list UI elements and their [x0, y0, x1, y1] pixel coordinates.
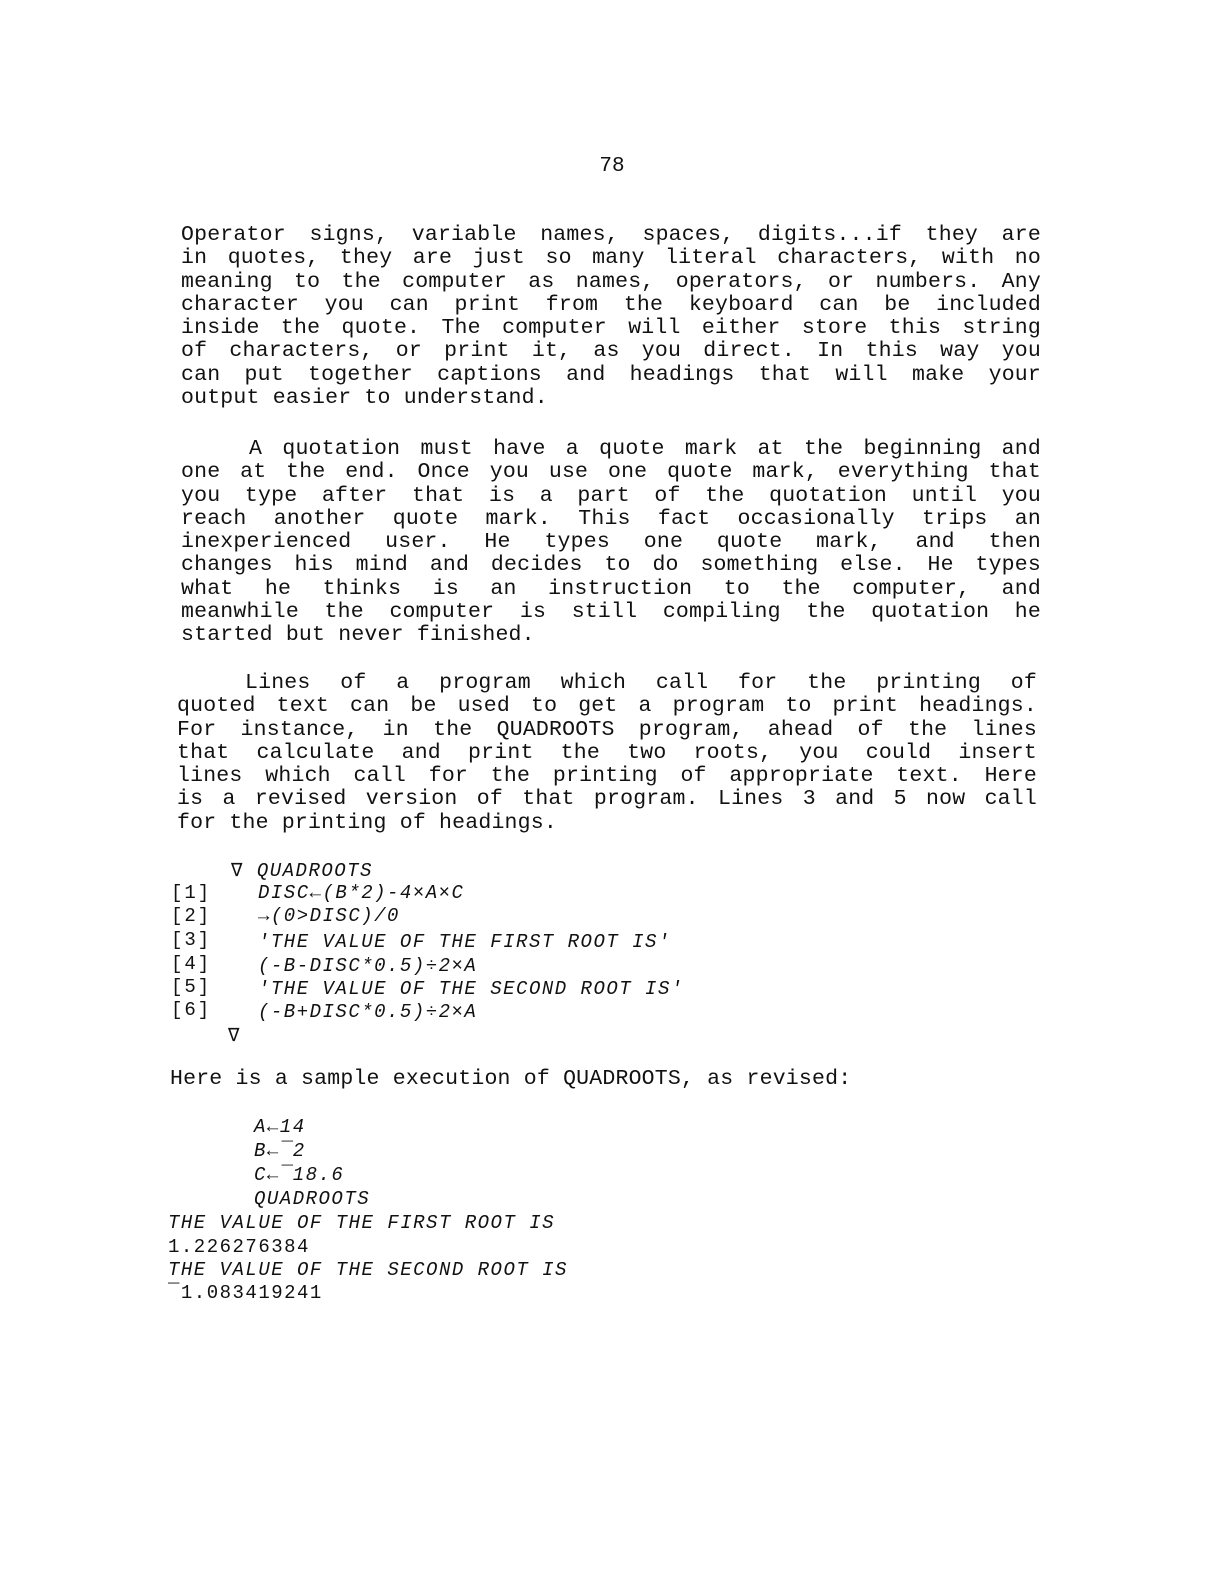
paragraph-line: For instance, in the QUADROOTS program, ahead of the lines — [177, 717, 1037, 742]
paragraph-line: quoted text can be used to get a program to print headings. — [177, 694, 1037, 719]
execution-output: THE VALUE OF THE SECOND ROOT IS — [168, 1259, 568, 1281]
line-number: [3] — [171, 929, 212, 951]
paragraph-line: output easier to understand. — [181, 386, 548, 411]
line-number: [4] — [171, 953, 212, 975]
paragraph-line: is a revised version of that program. Lines 3 and 5 now call — [177, 787, 1037, 812]
program-line: 'THE VALUE OF THE SECOND ROOT IS' — [258, 978, 684, 1000]
line-number: [1] — [171, 882, 212, 904]
paragraph-line: meaning to the computer as names, operators, or numbers. Any — [181, 269, 1041, 294]
paragraph-quotation-marks — [181, 438, 1041, 648]
program-line: →(0>DISC)/0 — [258, 905, 400, 927]
paragraph-line: inside the quote. The computer will either store this string — [181, 316, 1041, 341]
paragraph-line: Operator signs, variable names, spaces, digits...if they are — [181, 223, 1041, 247]
paragraph-printing-headings — [177, 672, 1037, 835]
line-number: [6] — [171, 999, 212, 1021]
paragraph-line: can put together captions and headings that will make your — [181, 362, 1041, 387]
line-number: [2] — [171, 905, 212, 927]
paragraph-line: one at the end. Once you use one quote mark, everything that — [181, 460, 1041, 485]
paragraph-strings-in-quotes — [181, 224, 1041, 410]
paragraph-line: of characters, or print it, as you direct. In this way you — [181, 339, 1041, 364]
paragraph-line: you type after that is a part of the quotation until you — [181, 483, 1041, 508]
paragraph-line: in quotes, they are just so many literal characters, with no — [181, 246, 1041, 271]
execution-input: C←¯18.6 — [254, 1164, 345, 1186]
program-footer: ∇ — [228, 1025, 241, 1047]
paragraph-line: reach another quote mark. This fact occasionally trips an — [181, 506, 1041, 531]
paragraph-line: A quotation must have a quote mark at the beginning and — [249, 437, 1041, 461]
execution-caption: Here is a sample execution of QUADROOTS, as revised: — [170, 1067, 852, 1091]
execution-output: ¯1.083419241 — [168, 1282, 323, 1304]
page-number: 78 — [599, 155, 625, 178]
program-line: 'THE VALUE OF THE FIRST ROOT IS' — [258, 931, 671, 953]
execution-output: THE VALUE OF THE FIRST ROOT IS — [168, 1212, 556, 1234]
execution-input: QUADROOTS — [254, 1188, 371, 1210]
paragraph-line: inexperienced user. He types one quote mark, and then — [181, 530, 1041, 555]
paragraph-line: meanwhile the computer is still compiling the quotation he — [181, 600, 1041, 625]
execution-output: 1.226276384 — [168, 1236, 310, 1258]
paragraph-line: character you can print from the keyboard can be included — [181, 292, 1041, 317]
program-line: (-B+DISC*0.5)÷2×A — [258, 1001, 478, 1023]
paragraph-line: started but never finished. — [181, 623, 535, 648]
paragraph-line: what he thinks is an instruction to the computer, and — [181, 576, 1041, 601]
program-header: ∇ QUADROOTS — [231, 860, 373, 882]
line-number: [5] — [171, 976, 212, 998]
execution-input: A←14 — [254, 1116, 306, 1138]
paragraph-line: Lines of a program which call for the printing of — [245, 671, 1037, 695]
program-line: (-B-DISC*0.5)÷2×A — [258, 955, 478, 977]
paragraph-line: that calculate and print the two roots, you could insert — [177, 740, 1037, 765]
paragraph-line: for the printing of headings. — [177, 810, 557, 835]
paragraph-line: lines which call for the printing of appropriate text. Here — [177, 764, 1037, 789]
paragraph-line: changes his mind and decides to do something else. He types — [181, 553, 1041, 578]
program-line: DISC←(B*2)-4×A×C — [258, 882, 465, 904]
execution-input: B←¯2 — [254, 1140, 306, 1162]
